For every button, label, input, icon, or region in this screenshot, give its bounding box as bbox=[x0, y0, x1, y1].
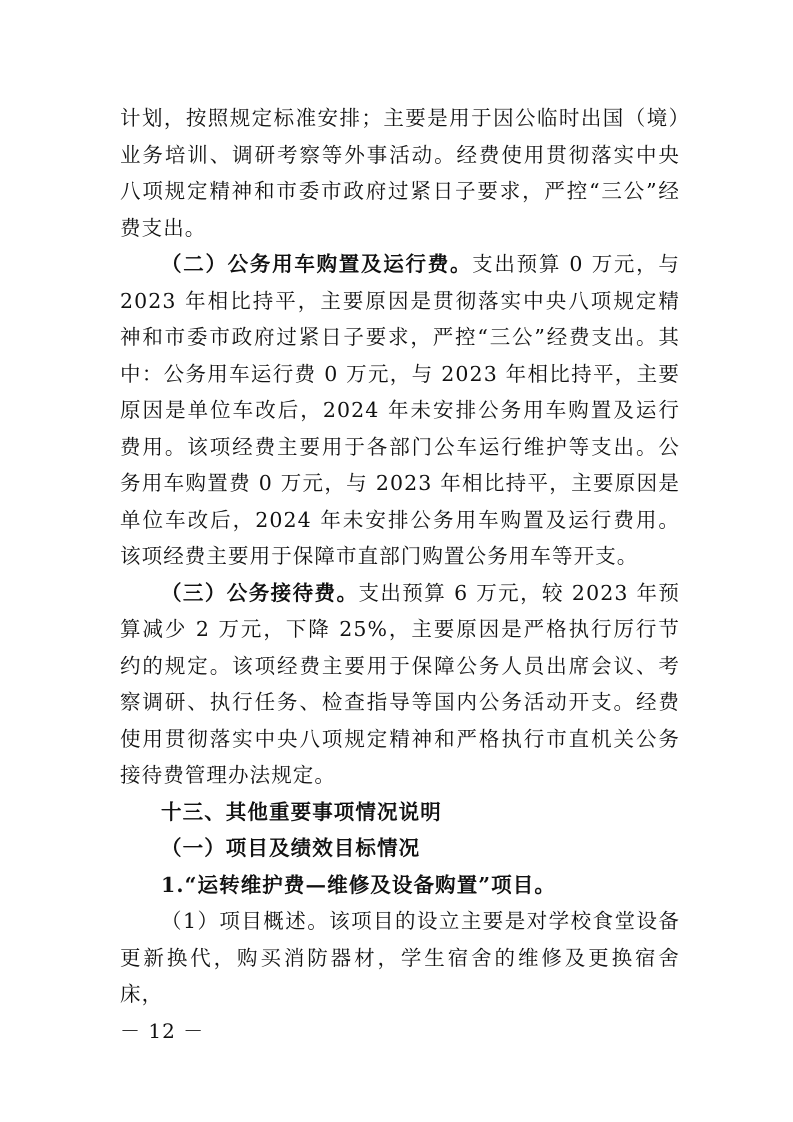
paragraph-project-overview: （1）项目概述。该项目的设立主要是对学校食堂设备更新换代，购买消防器材，学生宿舍的维修及更换宿舍床， bbox=[120, 909, 680, 1006]
section-lead-vehicle: （二）公务用车购置及运行费。 bbox=[161, 252, 473, 276]
heading-section-13: 十三、其他重要事项情况说明 bbox=[161, 799, 442, 824]
paragraph-vehicle-costs bbox=[120, 246, 680, 575]
section-body-reception: 支出预算 6 万元，较 2023 年预算减少 2 万元，下降 25%，主要原因是严格执行厉行节约的规定。该项经费主要用于保障公务人员出席会议、考察调研、执行任务、检查指导等国内公务活动开支。经费使用贯彻落实中央八项规定精神和严格执行市直机关公务接待费管理办法规定。 bbox=[120, 580, 680, 787]
heading-project-1: 1.“运转维护费—维修及设备购置”项目。 bbox=[161, 872, 556, 897]
heading-project-performance: （一）项目及绩效目标情况 bbox=[161, 836, 421, 860]
section-lead-reception: （三）公务接待费。 bbox=[161, 580, 359, 605]
document-body bbox=[120, 100, 680, 1013]
paragraph-continuation: 计划，按照规定标准安排；主要是用于因公临时出国（境）业务培训、调研考察等外事活动。经费使用贯彻落实中央八项规定精神和市委市政府过紧日子要求，严控“三公”经费支出。 bbox=[120, 106, 680, 240]
paragraph-reception-costs bbox=[120, 575, 680, 794]
page-number: － 12 － bbox=[120, 1019, 205, 1043]
section-body-vehicle: 支出预算 0 万元，与 2023 年相比持平，主要原因是贯彻落实中央八项规定精神和市委市政府过紧日子要求，严控“三公”经费支出。其中：公务用车运行费 0 万元，与 2023 年相比持平，主要原因是单位车改后，2024 年未安排公务用车购置及运行费用。该项经费主要用于各部门公车运行维护等支出。公务用车购置费 0 万元，与 2023 年相比持平，主要原因是单位车改后，2024 年未安排公务用车购置及运行费用。该项经费主要用于保障市直部门购置公务用车等开支。 bbox=[120, 252, 680, 568]
